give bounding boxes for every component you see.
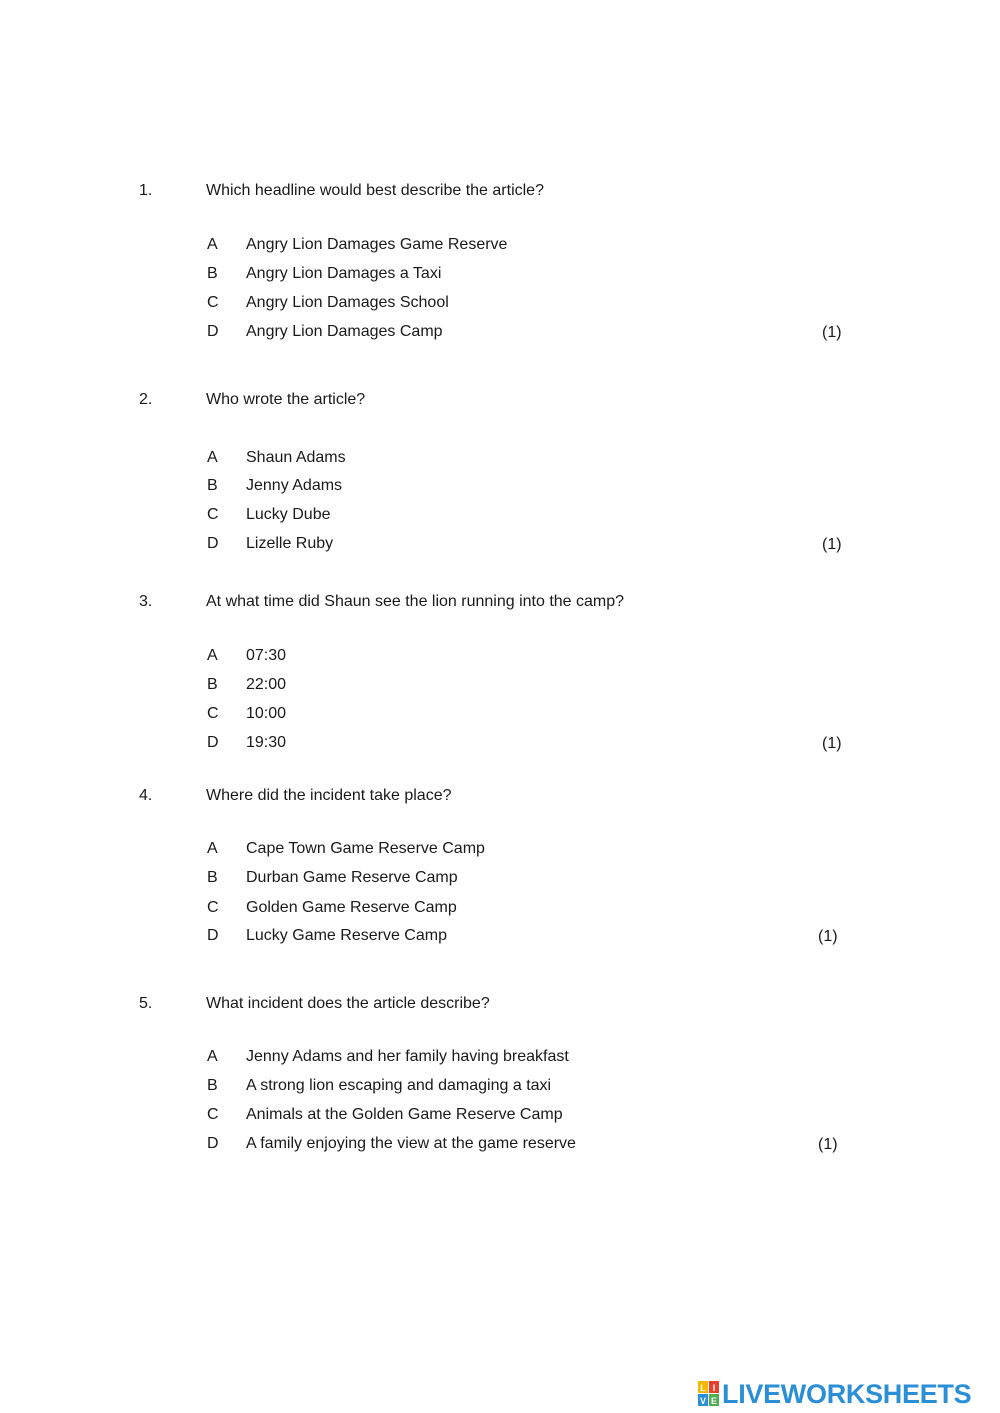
option-letter: D: [207, 734, 219, 751]
option-text[interactable]: Angry Lion Damages a Taxi: [246, 265, 442, 282]
option-letter: A: [207, 840, 218, 857]
question-text: Which headline would best describe the article?: [206, 182, 544, 199]
option-text[interactable]: Cape Town Game Reserve Camp: [246, 840, 485, 857]
option-letter: B: [207, 869, 218, 886]
option-text[interactable]: Lucky Dube: [246, 506, 331, 523]
option-letter: C: [207, 899, 219, 916]
option-letter: C: [207, 294, 219, 311]
option-text[interactable]: 10:00: [246, 705, 287, 722]
option-letter: B: [207, 477, 218, 494]
option-letter: D: [207, 535, 219, 552]
option-letter: B: [207, 265, 218, 282]
option-text[interactable]: Angry Lion Damages School: [246, 294, 449, 311]
option-letter: B: [207, 1077, 218, 1094]
option-text[interactable]: Angry Lion Damages Camp: [246, 323, 443, 340]
svg-text:V: V: [699, 1396, 707, 1406]
option-letter: D: [207, 323, 219, 340]
question-text: At what time did Shaun see the lion running into the camp?: [206, 593, 625, 610]
option-letter: A: [207, 449, 218, 466]
brand-wordmark: LIVEWORKSHEETS: [722, 1379, 972, 1409]
option-letter: C: [207, 506, 219, 523]
option-letter: A: [207, 236, 218, 253]
option-text[interactable]: 19:30: [246, 734, 287, 751]
mark-allocation: (1): [818, 1136, 838, 1153]
option-letter: A: [207, 1048, 218, 1065]
svg-text:E: E: [710, 1396, 718, 1406]
option-text[interactable]: Shaun Adams: [246, 449, 346, 466]
option-text[interactable]: A strong lion escaping and damaging a taxi: [246, 1077, 552, 1094]
mark-allocation: (1): [818, 928, 838, 945]
question-number: 5.: [139, 995, 153, 1012]
question-text: What incident does the article describe?: [206, 995, 490, 1012]
question-text: Who wrote the article?: [206, 391, 366, 408]
question-number: 4.: [139, 787, 153, 804]
svg-text:L: L: [700, 1383, 706, 1393]
option-text[interactable]: A family enjoying the view at the game reserve: [246, 1135, 576, 1152]
question-number: 2.: [139, 391, 153, 408]
option-letter: D: [207, 927, 219, 944]
option-text[interactable]: Durban Game Reserve Camp: [246, 869, 458, 886]
option-letter: C: [207, 1106, 219, 1123]
question-text: Where did the incident take place?: [206, 787, 452, 804]
svg-text:I: I: [712, 1383, 716, 1393]
option-text[interactable]: Jenny Adams: [246, 477, 343, 494]
question-number: 1.: [139, 182, 153, 199]
option-text[interactable]: Angry Lion Damages Game Reserve: [246, 236, 508, 253]
option-text[interactable]: 22:00: [246, 676, 287, 693]
option-text[interactable]: Golden Game Reserve Camp: [246, 899, 457, 916]
mark-allocation: (1): [822, 536, 842, 553]
option-letter: A: [207, 647, 218, 664]
mark-allocation: (1): [822, 735, 842, 752]
liveworksheets-logo-icon: [698, 1381, 720, 1407]
option-text[interactable]: Lizelle Ruby: [246, 535, 334, 552]
mark-allocation: (1): [822, 324, 842, 341]
liveworksheets-branding: [698, 1379, 994, 1409]
option-text[interactable]: Lucky Game Reserve Camp: [246, 927, 447, 944]
option-letter: C: [207, 705, 219, 722]
option-letter: D: [207, 1135, 219, 1152]
option-text[interactable]: Animals at the Golden Game Reserve Camp: [246, 1106, 563, 1123]
option-text[interactable]: Jenny Adams and her family having breakfast: [246, 1048, 569, 1065]
question-number: 3.: [139, 593, 153, 610]
option-letter: B: [207, 676, 218, 693]
option-text[interactable]: 07:30: [246, 647, 287, 664]
